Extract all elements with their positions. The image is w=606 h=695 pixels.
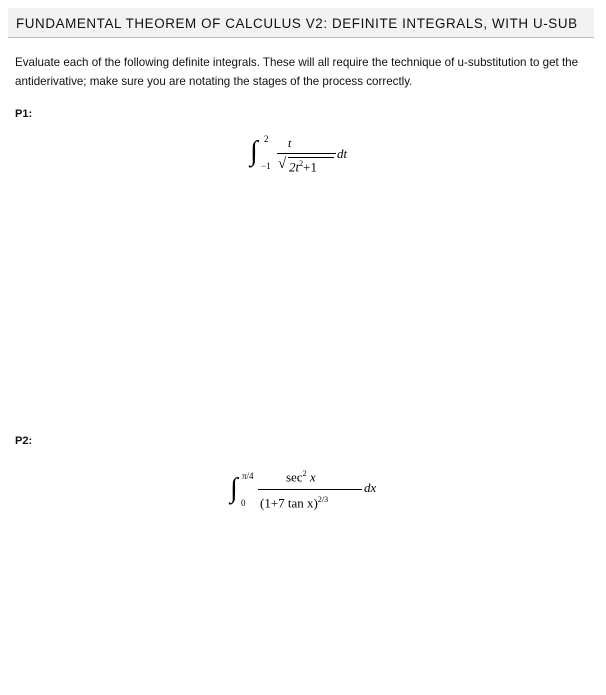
- numerator-var: x: [309, 469, 316, 485]
- upper-limit: 2: [264, 134, 269, 144]
- page-title: FUNDAMENTAL THEOREM OF CALCULUS V2: DEFINITE INTEGRALS, WITH U-SUB: [8, 8, 594, 38]
- problem-1-label: P1:: [15, 108, 33, 120]
- integral-sign: ∫: [230, 473, 238, 504]
- denominator-exp: 2/3: [317, 495, 329, 504]
- fraction-bar: [277, 153, 336, 154]
- differential: dx: [364, 480, 377, 495]
- lower-limit: −1: [261, 161, 271, 171]
- problem-1-integral: [250, 132, 370, 187]
- denominator-base: (1+7 tan x): [260, 495, 318, 511]
- numerator: [286, 469, 316, 485]
- sqrt-vinculum: [288, 157, 334, 158]
- lower-limit: 0: [241, 498, 246, 508]
- problem-2-label: P2:: [15, 435, 33, 447]
- denominator: [289, 159, 317, 175]
- numerator: t: [288, 136, 292, 150]
- denominator-var: 2t: [289, 159, 300, 175]
- numerator-fn: sec: [286, 469, 303, 485]
- upper-limit: π/4: [242, 471, 254, 481]
- differential: dt: [337, 146, 348, 161]
- problem-2-integral: [230, 465, 390, 525]
- instructions-text: Evaluate each of the following definite integrals. These will all require the technique of u-substitution to get the antiderivative; make sure you are notating the stages of the process correctly.: [15, 56, 579, 88]
- fraction-bar: [258, 489, 362, 490]
- denominator-exp: 2: [299, 159, 304, 168]
- denominator-tail: +1: [303, 159, 317, 175]
- numerator-exp: 2: [302, 469, 307, 478]
- integral-sign: ∫: [250, 136, 258, 167]
- denominator: [260, 495, 328, 511]
- sqrt-sign: √: [278, 156, 287, 172]
